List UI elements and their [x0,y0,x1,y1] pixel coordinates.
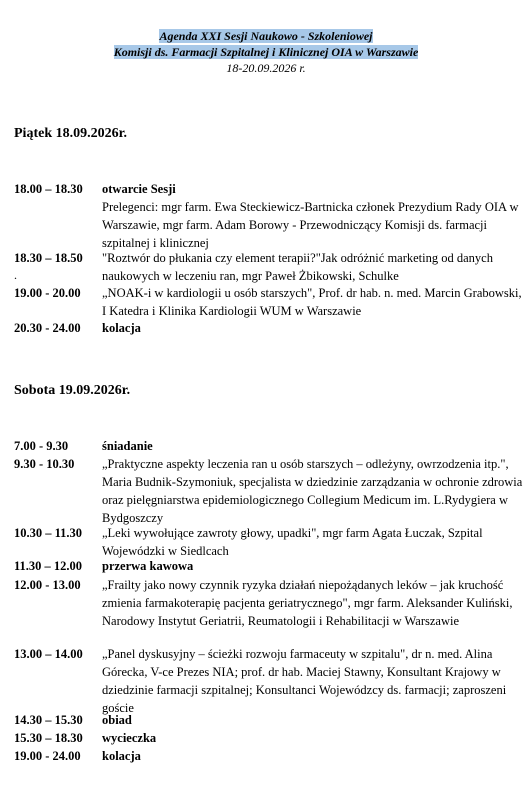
entry-time: 9.30 - 10.30 [14,457,75,471]
entry-time: 15.30 – 18.30 [14,731,83,745]
agenda-entry [14,249,524,285]
entry-description: przerwa kawowa [102,559,194,573]
entry-description: obiad [102,713,132,727]
entry-time: 11.30 – 12.00 [14,559,83,573]
agenda-entry [14,180,524,252]
entry-description: wycieczka [102,731,157,745]
entry-description: kolacja [102,749,141,763]
entry-description: „Leki wywołujące zawroty głowy, upadki", mgr farm Agata Łuczak, Szpital Wojewódzki w Siedlcach [102,526,483,558]
entry-time: 14.30 – 15.30 [14,713,83,727]
agenda-entry [14,557,524,575]
entry-time: 12.00 - 13.00 [14,578,81,592]
agenda-entry [14,284,524,320]
entry-description: „Panel dyskusyjny – ścieżki rozwoju farmaceuty w szpitalu", dr n. med. Alina Górecka, V-ce Prezes NIA; prof. dr hab. Maciej Stawny, Konsultant Krajowy w dziedzinie farmacji szpitalnej; Konsultanci Wojewódzcy ds. farmacji; zaproszeni goście [102,647,507,715]
entry-time: 19.00 - 20.00 [14,286,81,300]
entry-description: „Frailty jako nowy czynnik ryzyka działań niepożądanych leków – jak kruchość zmienia farmakoterapię pacjenta geriatrycznego", mgr farm. Aleksander Kuliński, Narodowy Instytut Geriatrii, Reumatologii i Rehabilitacji w Warszawie [102,578,513,628]
entry-time: 20.30 - 24.00 [14,321,81,335]
agenda-dates: 18-20.09.2026 r. [226,61,306,75]
entry-description: śniadanie [102,439,153,453]
agenda-entry [14,645,524,717]
agenda-entry [14,437,524,455]
agenda-entry [14,455,524,527]
agenda-entry [14,711,524,729]
entry-speakers: Prelegenci: mgr farm. Ewa Steckiewicz-Bartnicka członek Prezydium Rady OIA w Warszawie, mgr farm. Adam Borowy - Przewodniczący Komisji ds. farmacji szpitalnej i klinicznej [102,200,519,250]
entry-time: 19.00 - 24.00 [14,749,81,763]
agenda-title-line1: Agenda XXI Sesji Naukowo - Szkoleniowej [159,29,373,43]
agenda-header [0,28,532,76]
agenda-entry [14,747,524,765]
entry-time: 18.00 – 18.30 [14,182,83,196]
entry-description: „Praktyczne aspekty leczenia ran u osób starszych – odleżyny, owrzodzenia itp.", Maria Budnik-Szymoniuk, specjalista w dziedzinie zarządzania w ochronie zdrowia oraz pielęgniarstwa epidemiologicznego Collegium Medicum im. L.Rydygiera w Bydgoszczy [102,457,523,525]
day-heading-saturday: Sobota 19.09.2026r. [14,383,131,398]
agenda-title-line2: Komisji ds. Farmacji Szpitalnej i Klinicznej OIA w Warszawie [113,45,419,59]
entry-description: „NOAK-i w kardiologii u osób starszych", Prof. dr hab. n. med. Marcin Grabowski, I Katedra i Klinika Kardiologii WUM w Warszawie [102,286,522,318]
entry-description: "Roztwór do płukania czy element terapii?"Jak odróżnić marketing od danych naukowych w leczeniu ran, mgr Paweł Żbikowski, Schulke [102,251,493,283]
entry-marker: . [14,268,17,282]
entry-time: 10.30 – 11.30 [14,526,83,540]
agenda-entry [14,729,524,747]
entry-time: 18.30 – 18.50 [14,251,83,265]
agenda-entry [14,319,524,337]
entry-time: 7.00 - 9.30 [14,439,69,453]
agenda-entry [14,524,524,560]
entry-time: 13.00 – 14.00 [14,647,83,661]
agenda-entry [14,576,524,630]
day-heading-friday: Piątek 18.09.2026r. [14,126,128,141]
entry-title: otwarcie Sesji [102,182,176,196]
entry-description: kolacja [102,321,141,335]
